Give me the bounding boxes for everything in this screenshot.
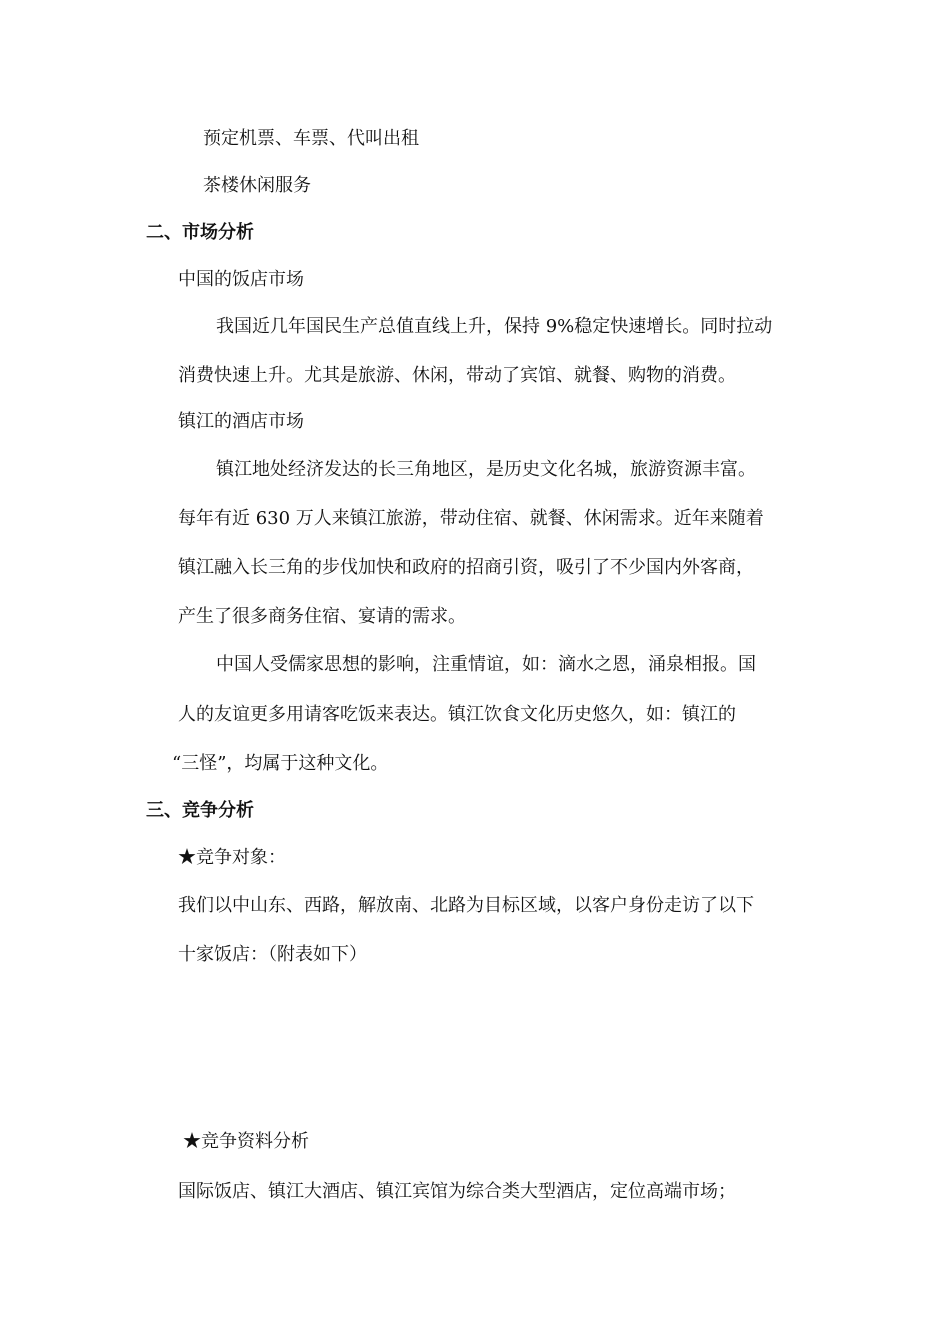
paragraph-line: “三怪”，均属于这种文化。 — [172, 753, 389, 774]
paragraph-line: 消费快速上升。尤其是旅游、休闲，带动了宾馆、就餐、购物的消费。 — [178, 365, 736, 386]
paragraph-line: 中国人受儒家思想的影响，注重情谊，如：滴水之恩，涌泉相报。国 — [216, 654, 756, 675]
service-item-teahouse: 茶楼休闲服务 — [203, 175, 311, 196]
paragraph-line: 每年有近 630 万人来镇江旅游，带动住宿、就餐、休闲需求。近年来随着 — [178, 508, 764, 529]
service-item-tickets: 预定机票、车票、代叫出租 — [203, 128, 419, 149]
subheading-zhenjiang-hotel-market: 镇江的酒店市场 — [178, 411, 304, 432]
section-heading-market-analysis: 二、市场分析 — [146, 222, 254, 243]
paragraph-line: 我国近几年国民生产总值直线上升，保持 9%稳定快速增长。同时拉动 — [216, 316, 773, 337]
paragraph-line: 产生了很多商务住宿、宴请的需求。 — [178, 606, 466, 627]
subheading-competitors: ★竞争对象： — [178, 847, 286, 868]
paragraph-line: 国际饭店、镇江大酒店、镇江宾馆为综合类大型酒店，定位高端市场； — [178, 1181, 736, 1202]
paragraph-line: 人的友谊更多用请客吃饭来表达。镇江饮食文化历史悠久，如：镇江的 — [178, 704, 736, 725]
paragraph-line: 我们以中山东、西路，解放南、北路为目标区域，以客户身份走访了以下 — [178, 895, 754, 916]
paragraph-line: 镇江地处经济发达的长三角地区，是历史文化名城，旅游资源丰富。 — [216, 459, 756, 480]
section-heading-competition-analysis: 三、竞争分析 — [146, 800, 254, 821]
subheading-china-hotel-market: 中国的饭店市场 — [178, 269, 304, 290]
subheading-competitive-data-analysis: ★竞争资料分析 — [183, 1131, 309, 1152]
paragraph-line: 镇江融入长三角的步伐加快和政府的招商引资，吸引了不少国内外客商， — [178, 557, 754, 578]
paragraph-line: 十家饭店：（附表如下） — [178, 944, 367, 965]
